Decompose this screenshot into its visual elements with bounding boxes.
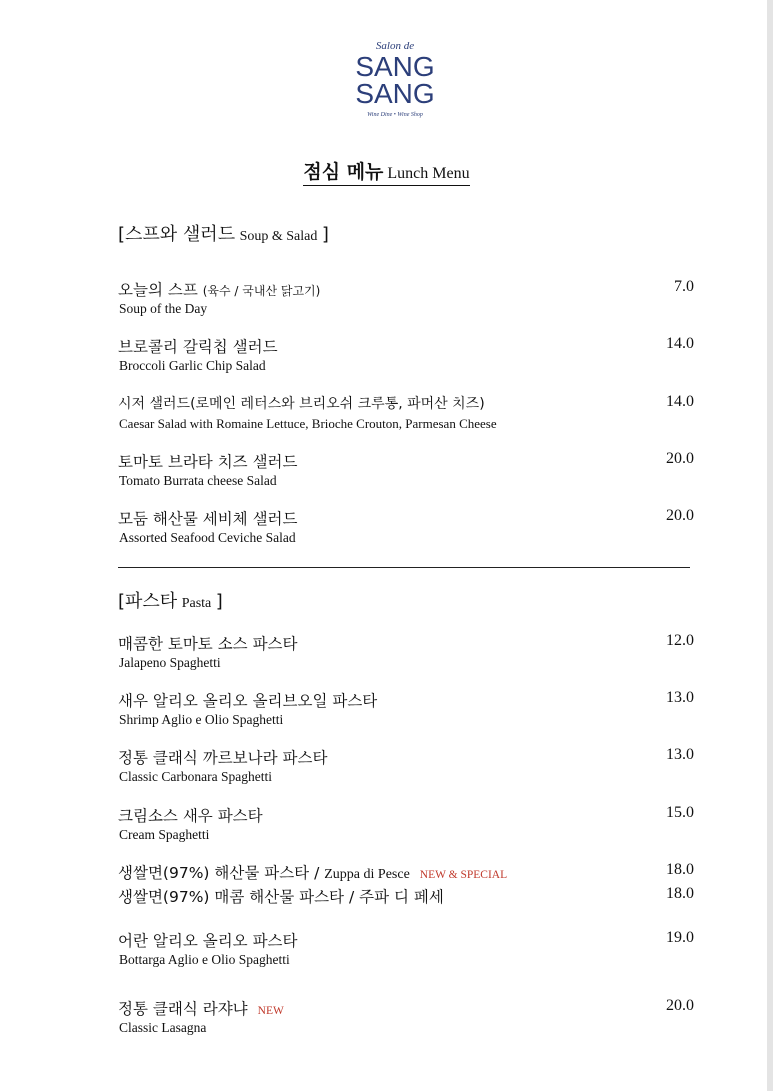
section-header-soup-salad xyxy=(118,220,329,246)
logo-bottom-text: Wine Dine • Wine Shop xyxy=(367,112,423,118)
item-name-korean: 새우 알리오 올리오 올리브오일 파스타 xyxy=(118,692,378,710)
item-price: 19.0 xyxy=(666,929,694,946)
section-close-bracket: ] xyxy=(215,591,223,612)
item-name-korean: 토마토 브라타 치즈 샐러드 xyxy=(118,453,298,471)
item-name-korean: 오늘의 스프 (육수 / 국내산 닭고기) xyxy=(118,281,321,299)
item-name-english: Bottarga Aglio e Olio Spaghetti xyxy=(119,952,290,967)
menu-item xyxy=(118,746,694,792)
item-price: 18.0 xyxy=(666,885,694,902)
new-special-tag: NEW & SPECIAL xyxy=(419,869,508,881)
item-name-english-inline: Zuppa di Pesce xyxy=(324,867,410,882)
item-name-korean: 매콤한 토마토 소스 파스타 xyxy=(118,635,298,653)
item-name-korean: 크림소스 새우 파스타 xyxy=(118,807,263,825)
item-price: 7.0 xyxy=(674,278,694,295)
item-name-korean: 브로콜리 갈릭칩 샐러드 xyxy=(118,338,278,356)
menu-item xyxy=(118,929,694,975)
title-korean: 점심 메뉴 xyxy=(303,161,384,183)
logo-top-text: Salon de xyxy=(375,40,415,52)
logo-line1: SANG xyxy=(355,51,435,82)
item-name-english: Shrimp Aglio e Olio Spaghetti xyxy=(119,712,284,727)
menu-item xyxy=(118,885,694,907)
item-price: 20.0 xyxy=(666,507,694,524)
section-divider xyxy=(118,567,690,568)
logo-line2: SANG xyxy=(355,78,435,109)
section-title-english: Soup & Salad xyxy=(239,229,318,244)
item-price: 20.0 xyxy=(666,450,694,467)
menu-item xyxy=(118,689,694,735)
menu-item xyxy=(118,278,694,324)
item-name-korean: 어란 알리오 올리오 파스타 xyxy=(118,932,298,950)
section-title-korean: 스프와 샐러드 xyxy=(125,224,236,245)
section-title-korean: 파스타 xyxy=(125,591,178,612)
menu-item xyxy=(118,804,694,850)
item-name-english: Caesar Salad with Romaine Lettuce, Brioche Crouton, Parmesan Cheese xyxy=(119,416,497,431)
item-name-korean: 생쌀면(97%) 해산물 파스타 / Zuppa di Pesce NEW & SPECIAL xyxy=(118,864,508,882)
section-close-bracket: ] xyxy=(321,224,329,245)
menu-item xyxy=(118,335,694,381)
section-open-bracket: [ xyxy=(118,224,126,245)
section-header-pasta xyxy=(118,587,223,613)
new-tag: NEW xyxy=(257,1005,284,1017)
page-title xyxy=(0,157,773,186)
item-name-korean: 모둠 해산물 세비체 샐러드 xyxy=(118,510,298,528)
item-name-korean: 시저 샐러드(로메인 레터스와 브리오쉬 크루통, 파머산 치즈) xyxy=(118,396,485,412)
item-price: 20.0 xyxy=(666,997,694,1014)
page-title-underlined xyxy=(303,157,469,186)
menu-item xyxy=(118,632,694,678)
item-name-english: Tomato Burrata cheese Salad xyxy=(119,473,277,488)
menu-item xyxy=(118,861,694,883)
item-price: 14.0 xyxy=(666,393,694,410)
item-name-english: Classic Lasagna xyxy=(119,1020,207,1035)
item-name-korean: 생쌀면(97%) 매콤 해산물 파스타 / 주파 디 페세 xyxy=(118,888,444,906)
item-name-korean: 정통 클래식 라쟈냐 NEW xyxy=(118,1000,284,1018)
item-price: 12.0 xyxy=(666,632,694,649)
menu-item xyxy=(118,450,694,496)
item-name-english: Broccoli Garlic Chip Salad xyxy=(119,358,266,373)
item-price: 15.0 xyxy=(666,804,694,821)
menu-item xyxy=(118,997,694,1043)
item-name-english: Soup of the Day xyxy=(119,301,208,316)
item-price: 13.0 xyxy=(666,746,694,763)
logo xyxy=(340,40,450,130)
item-name-english: Assorted Seafood Ceviche Salad xyxy=(119,530,296,545)
item-name-english: Jalapeno Spaghetti xyxy=(119,655,221,670)
menu-item xyxy=(118,507,694,553)
item-note: (육수 / 국내산 닭고기) xyxy=(202,284,321,298)
item-price: 13.0 xyxy=(666,689,694,706)
section-title-english: Pasta xyxy=(181,596,212,611)
item-name-korean: 정통 클래식 까르보나라 파스타 xyxy=(118,749,328,767)
title-english: Lunch Menu xyxy=(387,165,470,182)
item-name-english: Cream Spaghetti xyxy=(119,827,210,842)
item-name-english: Classic Carbonara Spaghetti xyxy=(119,769,272,784)
item-price: 14.0 xyxy=(666,335,694,352)
section-open-bracket: [ xyxy=(118,591,126,612)
item-price: 18.0 xyxy=(666,861,694,878)
menu-item xyxy=(118,393,694,439)
